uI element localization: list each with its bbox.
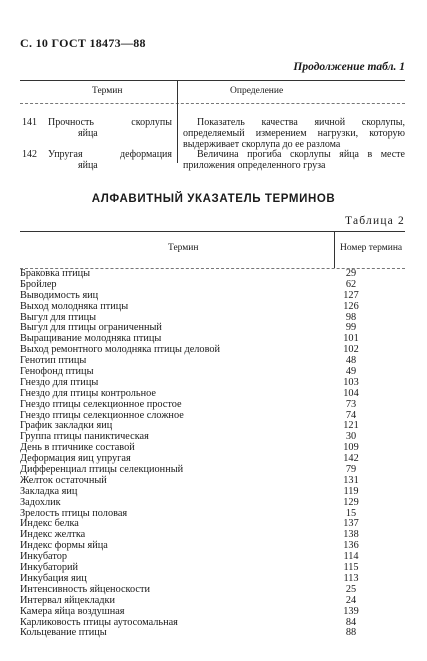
term-text-line: яйца bbox=[78, 160, 98, 171]
number-cell: 88 bbox=[345, 627, 357, 639]
number-cell: 115 bbox=[343, 562, 359, 574]
table-row bbox=[0, 607, 427, 618]
term-cell: Генотип птицы bbox=[20, 355, 87, 367]
number-cell: 119 bbox=[343, 485, 359, 497]
term-cell: День в птичнике составой bbox=[20, 442, 135, 454]
number-cell: 79 bbox=[345, 464, 357, 476]
term-cell: Инкубаторий bbox=[20, 562, 79, 574]
term-cell: Гнездо птицы селекционное простое bbox=[20, 398, 182, 410]
term-number: 142 bbox=[22, 149, 37, 160]
number-cell: 99 bbox=[345, 322, 357, 334]
number-cell: 113 bbox=[343, 572, 359, 584]
table-row bbox=[0, 302, 427, 313]
number-cell: 126 bbox=[343, 300, 359, 312]
number-cell: 114 bbox=[343, 551, 359, 563]
term-cell: Генофонд птицы bbox=[20, 366, 94, 378]
term-text-line: яйца bbox=[78, 128, 98, 139]
number-cell: 15 bbox=[345, 507, 357, 519]
page-header: С. 10 ГОСТ 18473—88 bbox=[20, 36, 146, 50]
number-cell: 142 bbox=[343, 453, 359, 465]
number-cell: 101 bbox=[343, 333, 359, 345]
table1-row-definition: Величина прогиба скорлупы яйца в месте приложения определенного груза bbox=[183, 149, 405, 171]
term-cell: Индекс белка bbox=[20, 518, 79, 530]
term-cell: Дифференциал птицы селекционный bbox=[20, 464, 184, 476]
term-cell: Выход молодняка птицы bbox=[20, 300, 129, 312]
table-row bbox=[0, 596, 427, 607]
table2-label: Таблица 2 bbox=[345, 215, 405, 227]
term-cell: График закладки яиц bbox=[20, 420, 113, 432]
table2-column-divider bbox=[334, 232, 335, 268]
number-cell: 131 bbox=[343, 474, 359, 486]
table2-col-term: Термин bbox=[168, 243, 199, 253]
term-cell: Инкубация яиц bbox=[20, 572, 87, 584]
term-cell: Выводимость яиц bbox=[20, 289, 99, 301]
table1-row-definition: Показатель качества яичной скорлупы, определяемый измерением нагрузки, которую выдерживает скорлупа до ее разлома bbox=[183, 117, 405, 150]
table-row bbox=[0, 400, 427, 411]
table2-header bbox=[20, 231, 405, 269]
term-cell: Гнездо для птицы контрольное bbox=[20, 387, 156, 399]
number-cell: 48 bbox=[345, 355, 357, 367]
number-cell: 136 bbox=[343, 540, 359, 552]
table1-col-definition: Определение bbox=[230, 86, 284, 96]
table-row bbox=[0, 269, 427, 280]
term-cell: Бройлер bbox=[20, 278, 57, 290]
number-cell: 25 bbox=[345, 583, 357, 595]
term-cell: Гнездо для птицы bbox=[20, 376, 99, 388]
table-row bbox=[0, 487, 427, 498]
number-cell: 138 bbox=[343, 529, 359, 541]
term-cell: Кольцевание птицы bbox=[20, 627, 107, 639]
number-cell: 137 bbox=[343, 518, 359, 530]
table1-continuation bbox=[20, 80, 405, 171]
continuation-label: Продолжение табл. 1 bbox=[293, 61, 405, 73]
term-cell: Индекс желтка bbox=[20, 529, 86, 541]
table1-column-divider bbox=[177, 81, 178, 163]
term-cell: Закладка яиц bbox=[20, 485, 78, 497]
table1-col-term: Термин bbox=[92, 86, 123, 96]
number-cell: 24 bbox=[345, 594, 357, 606]
number-cell: 84 bbox=[345, 616, 357, 628]
term-cell: Карликовость птицы аутосомальная bbox=[20, 616, 178, 628]
section-title: АЛФАВИТНЫЙ УКАЗАТЕЛЬ ТЕРМИНОВ bbox=[91, 193, 336, 205]
term-cell: Задохлик bbox=[20, 496, 61, 508]
term-number: 141 bbox=[22, 117, 37, 128]
table-row bbox=[0, 498, 427, 509]
number-cell: 104 bbox=[343, 387, 359, 399]
number-cell: 29 bbox=[345, 268, 357, 279]
term-cell: Выход ремонтного молодняка птицы деловой bbox=[20, 344, 221, 356]
table2-body bbox=[0, 269, 427, 639]
term-cell: Индекс формы яйца bbox=[20, 540, 108, 552]
table2-col-number: Номер термина bbox=[340, 243, 403, 253]
term-cell: Камера яйца воздушная bbox=[20, 605, 125, 617]
term-text-line: Упругая деформация bbox=[48, 149, 172, 160]
number-cell: 49 bbox=[345, 366, 357, 378]
number-cell: 121 bbox=[343, 420, 359, 432]
number-cell: 62 bbox=[345, 278, 357, 290]
term-cell: Браковка птицы bbox=[20, 268, 91, 279]
term-cell: Интервал яйцекладки bbox=[20, 594, 116, 606]
number-cell: 74 bbox=[345, 409, 357, 421]
term-text-line: Прочность скорлупы bbox=[48, 117, 172, 128]
term-cell: Группа птицы паниктическая bbox=[20, 431, 149, 443]
term-cell: Зрелость птицы половая bbox=[20, 507, 128, 519]
table1-header bbox=[20, 81, 405, 104]
number-cell: 127 bbox=[343, 289, 359, 301]
term-cell: Гнездо птицы селекционное сложное bbox=[20, 409, 184, 421]
number-cell: 30 bbox=[345, 431, 357, 443]
term-cell: Желток остаточный bbox=[20, 474, 107, 486]
number-cell: 139 bbox=[343, 605, 359, 617]
term-cell: Инкубатор bbox=[20, 551, 68, 563]
term-cell: Выгул для птицы bbox=[20, 311, 97, 323]
term-cell: Выращивание молодняка птицы bbox=[20, 333, 162, 345]
number-cell: 73 bbox=[345, 398, 357, 410]
number-cell: 109 bbox=[343, 442, 359, 454]
number-cell: 129 bbox=[343, 496, 359, 508]
number-cell: 98 bbox=[345, 311, 357, 323]
term-cell: Деформация яиц упругая bbox=[20, 453, 131, 465]
table-row bbox=[0, 628, 427, 639]
number-cell: 102 bbox=[343, 344, 359, 356]
term-cell: Интенсивность яйценоскости bbox=[20, 583, 151, 595]
number-cell: 103 bbox=[343, 376, 359, 388]
term-cell: Выгул для птицы ограниченный bbox=[20, 322, 162, 334]
